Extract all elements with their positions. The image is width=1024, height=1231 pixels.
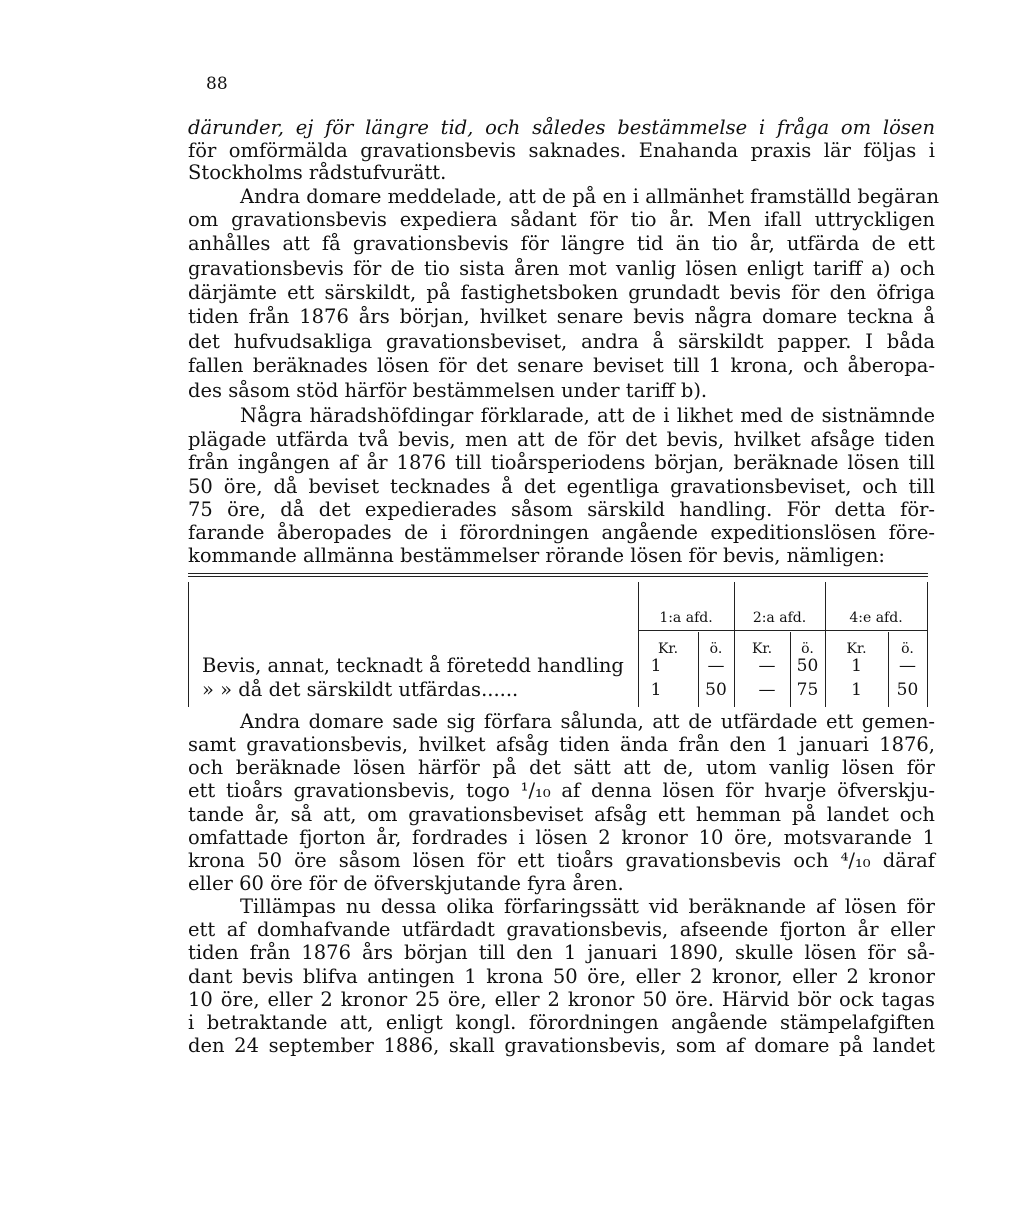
text-line: om gravationsbevis expediera sådant för tio år. Men ifall uttryckligen <box>188 208 935 231</box>
text-line: farande åberopades de i förordningen angående expeditionslösen före- <box>188 521 935 544</box>
column-group-header: 4:e afd. <box>849 610 903 626</box>
text-line: omfattade fjorton år, fordrades i lösen 2 kronor 10 öre, motsvarande 1 <box>188 826 935 849</box>
sub-header: Kr. <box>751 641 773 657</box>
table-border-left <box>188 582 189 707</box>
text-line: fallen beräknades lösen för det senare beviset till 1 krona, och åberopa- <box>188 354 935 377</box>
text-line: Andra domare meddelade, att de på en i allmänhet framställd begäran <box>240 185 940 208</box>
table-cell: 50 <box>896 680 919 700</box>
text-line: krona 50 öre såsom lösen för ett tioårs gravationsbevis och ⁴/₁₀ däraf <box>188 849 935 872</box>
header-divider <box>638 630 928 631</box>
column-group-header: 1:a afd. <box>659 610 713 626</box>
text-line: samt gravationsbevis, hvilket afsåg tiden ända från den 1 januari 1876, <box>188 733 935 756</box>
text-line: därunder, ej för längre tid, och således bestämmelse i fråga om lösen <box>188 116 935 139</box>
table-cell: 1 <box>851 656 862 676</box>
text-line: tande år, så att, om gravationsbeviset afsåg ett hemman på landet och <box>188 803 935 826</box>
table-cell: — <box>758 680 776 700</box>
text-line: 10 öre, eller 2 kronor 25 öre, eller 2 kronor 50 öre. Härvid bör ock tagas <box>188 988 935 1011</box>
table-row-label: » » då det särskildt utfärdas...... <box>202 678 519 701</box>
column-group-header: 2:a afd. <box>752 610 807 626</box>
text-line: och beräknade lösen härför på det sätt att de, utom vanlig lösen för <box>188 756 935 779</box>
sub-header: Kr. <box>657 641 679 657</box>
text-line: kommande allmänna bestämmelser rörande lösen för bevis, nämligen: <box>188 544 885 567</box>
text-line: i betraktande att, enligt kongl. förordningen angående stämpelafgiften <box>188 1011 935 1034</box>
text-line: från ingången af år 1876 till tioårsperiodens början, beräknade lösen till <box>188 451 935 474</box>
table-cell: 50 <box>796 656 819 676</box>
page-number: 88 <box>206 74 228 94</box>
table-rule <box>188 576 928 577</box>
table-cell: — <box>899 656 916 676</box>
text-line: gravationsbevis för de tio sista åren mot vanlig lösen enligt tariff a) och <box>188 257 935 280</box>
table-cell: — <box>707 656 725 676</box>
table-cell: 1 <box>650 680 662 700</box>
text-line: Tillämpas nu dessa olika förfaringssätt vid beräknande af lösen för <box>240 895 935 918</box>
sub-header: ö. <box>901 641 914 657</box>
table-border-right <box>927 582 928 707</box>
text-line: Andra domare sade sig förfara sålunda, att de utfärdade ett gemen- <box>240 710 935 733</box>
text-line: ett af domhafvande utfärdadt gravationsbevis, afseende fjorton år eller <box>188 918 935 941</box>
table-cell: 75 <box>796 680 819 700</box>
text-line: tiden från 1876 års början, hvilket senare bevis några domare teckna å <box>188 305 935 328</box>
text-line: ett tioårs gravationsbevis, togo ¹/₁₀ af denna lösen för hvarje öfverskju- <box>188 779 935 802</box>
table-row-label: Bevis, annat, tecknadt å företedd handling <box>202 654 624 677</box>
text-line: Stockholms rådstufvurätt. <box>188 161 447 184</box>
text-line: eller 60 öre för de öfverskjutande fyra åren. <box>188 872 624 895</box>
sub-header: ö. <box>801 641 814 657</box>
sub-header: ö. <box>709 641 723 657</box>
text-line: 75 öre, då det expedierades såsom särskild handling. För detta för- <box>188 498 935 521</box>
table-cell: 1 <box>650 656 662 676</box>
text-line: plägade utfärda två bevis, men att de för det bevis, hvilket afsåge tiden <box>188 428 935 451</box>
fee-table <box>188 582 928 707</box>
text-line: 50 öre, då beviset tecknades å det egentliga gravationsbeviset, och till <box>188 475 935 498</box>
text-line: det hufvudsakliga gravationsbeviset, andra å särskildt papper. I båda <box>188 330 935 353</box>
table-cell: 50 <box>705 680 727 700</box>
text-line: Några häradshöfdingar förklarade, att de i likhet med de sistnämnde <box>240 404 935 427</box>
text-line: den 24 september 1886, skall gravationsbevis, som af domare på landet <box>188 1034 935 1057</box>
text-line: des såsom stöd härför bestämmelsen under tariff b). <box>188 379 708 402</box>
text-line: anhålles att få gravationsbevis för längre tid än tio år, utfärda de ett <box>188 232 935 255</box>
sub-header: Kr. <box>846 641 867 657</box>
table-cell: — <box>758 656 776 676</box>
text-line: därjämte ett särskildt, på fastighetsboken grundadt bevis för den öfriga <box>188 281 935 304</box>
table-rule <box>188 573 928 574</box>
text-line: för omförmälda gravationsbevis saknades. Enahanda praxis lär följas i <box>188 139 935 162</box>
text-line: dant bevis blifva antingen 1 krona 50 öre, eller 2 kronor, eller 2 kronor <box>188 965 935 988</box>
table-cell: 1 <box>851 680 862 700</box>
text-line: tiden från 1876 års början till den 1 januari 1890, skulle lösen för så- <box>188 941 935 964</box>
